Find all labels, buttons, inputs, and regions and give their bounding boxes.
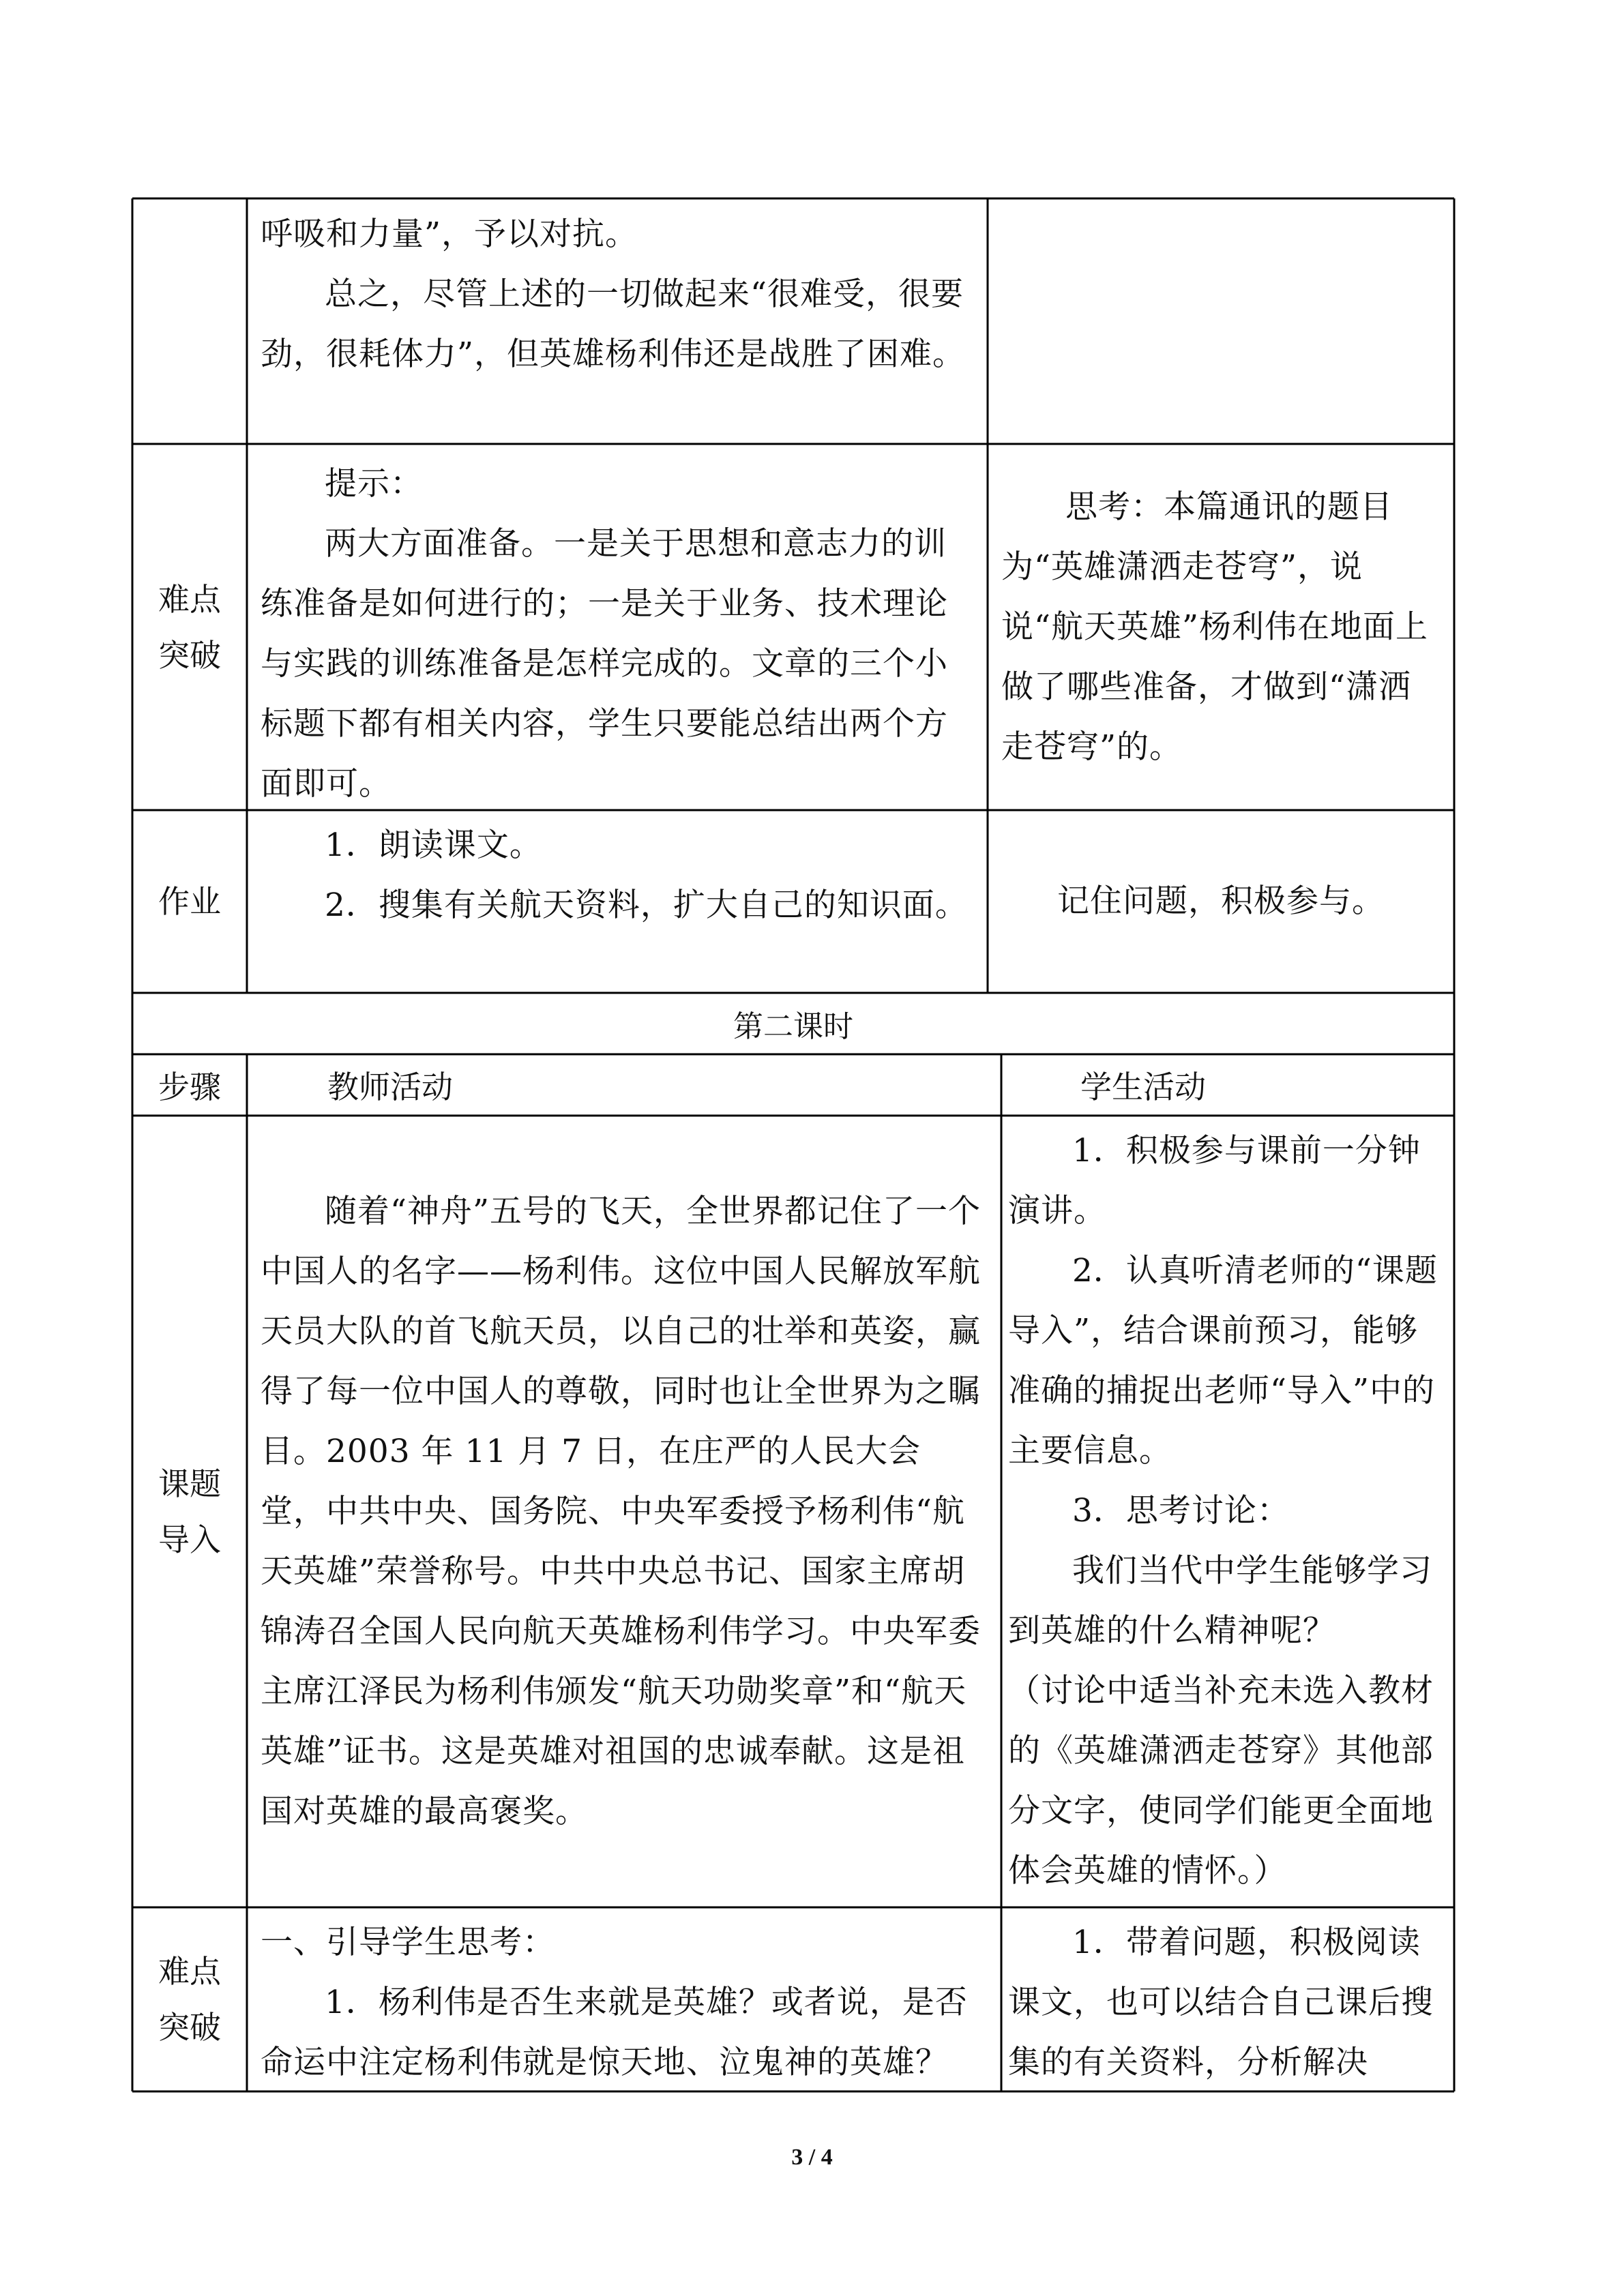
row6-teacher-line-2: 1．杨利伟是否生来就是英雄？或者说，是否命运中注定杨利伟就是惊天地、泣鬼神的英雄？ [261,1984,968,2081]
row6-label-line-1: 难点 [158,1953,221,1990]
row5-student-line-2: 2．认真听清老师的“课题导入”，结合课前预习，能够准确的捕捉出老师“导入”中的主要信息。 [1008,1252,1438,1470]
header-step-text: 步骤 [158,1069,221,1105]
header-step [132,1054,247,1116]
section-title [132,993,1454,1054]
row5-label-line-2: 导入 [158,1521,221,1558]
row3-label-line-1: 作业 [158,883,221,920]
row1-teacher-line-2: 总之，尽管上述的一切做起来“很难受，很要劲，很耗体力”，但英雄杨利伟还是战胜了困难。 [261,275,966,373]
row2-teacher-cell [261,454,970,814]
row5-student-line-3: 3．思考讨论： [1072,1492,1290,1530]
row6-label-line-2: 突破 [158,2009,221,2046]
row1-teacher-cell [261,205,970,385]
row2-label-line-1: 难点 [158,580,221,618]
row6-student-line-1: 1．带着问题，积极阅读课文，也可以结合自己课后搜集的有关资料，分析解决 [1008,1924,1434,2081]
header-student [1080,1054,1421,1116]
header-teacher-text: 教师活动 [327,1069,453,1105]
header-teacher [327,1054,873,1116]
header-student-text: 学生活动 [1080,1069,1206,1105]
row5-student-line-4: 我们当代中学生能够学习到英雄的什么精神呢？ [1008,1552,1432,1650]
row2-label-line-2: 突破 [158,636,221,674]
row3-student-cell [988,810,1454,993]
row2-student-cell [1001,444,1439,810]
row1-teacher-line-1: 呼吸和力量”，予以对抗。 [261,215,638,253]
row5-teacher-line-1: 随着“神舟”五号的飞天，全世界都记住了一个中国人的名字——杨利伟。这位中国人民解放军航天员大队的首飞航天员，以自己的壮举和英姿，赢得了每一位中国人的尊敬，同时也让全世界为之瞩目。2003 年 11 月 7 日，在庄严的人民大会堂，中共中央、国务院、中央军委授予杨利伟“航天英雄”荣誉称号。中共中央总书记、国家主席胡锦涛召全国人民向航天英雄杨利伟学习。中央军委主席江泽民为杨利伟颁发“航天功勋奖章”和“航天英雄”证书。这是英雄对祖国的忠诚奉献。这是祖国对英雄的最高褒奖。 [261,1192,981,1830]
row3-teacher-line-2: 2．搜集有关航天资料，扩大自己的知识面。 [325,886,968,924]
row3-step-label [132,810,247,993]
row5-student-line-1: 1．积极参与课前一分钟演讲。 [1008,1132,1421,1229]
row6-step-label [132,1907,247,2091]
page-number: 3 / 4 [791,2145,833,2170]
section-title-text: 第二课时 [733,1009,853,1044]
row6-teacher-line-1: 一、引导学生思考： [261,1924,555,1961]
row2-teacher-line-1: 提示： [325,465,423,503]
row6-teacher-cell [261,1913,984,2093]
row5-label-line-1: 课题 [158,1465,221,1502]
row5-teacher-cell [261,1116,984,1907]
row5-step-label [132,1116,247,1907]
row3-student-line-1: 记住问题，积极参与。 [1057,882,1385,920]
row2-teacher-line-2: 两大方面准备。一是关于思想和意志力的训练准备是如何进行的；一是关于业务、技术理论与实践的训练准备是怎样完成的。文章的三个小标题下都有相关内容，学生只要能总结出两个方面即可。 [261,525,948,803]
row2-student-line-1: 思考：本篇通讯的题目为“英雄潇洒走苍穹”，说说“航天英雄”杨利伟在地面上做了哪些准备，才做到“潇洒走苍穹”的。 [1001,488,1429,766]
row6-student-cell [1008,1913,1445,2093]
row3-teacher-cell [261,816,970,936]
row5-student-line-5: （讨论中适当补充未选入教材的《英雄潇洒走苍穿》其他部分文字，使同学们能更全面地体会英雄的情怀。） [1008,1672,1434,1890]
row3-teacher-line-1: 1．朗读课文。 [325,826,542,864]
row2-step-label [132,444,247,810]
row5-student-cell [1008,1121,1445,1901]
